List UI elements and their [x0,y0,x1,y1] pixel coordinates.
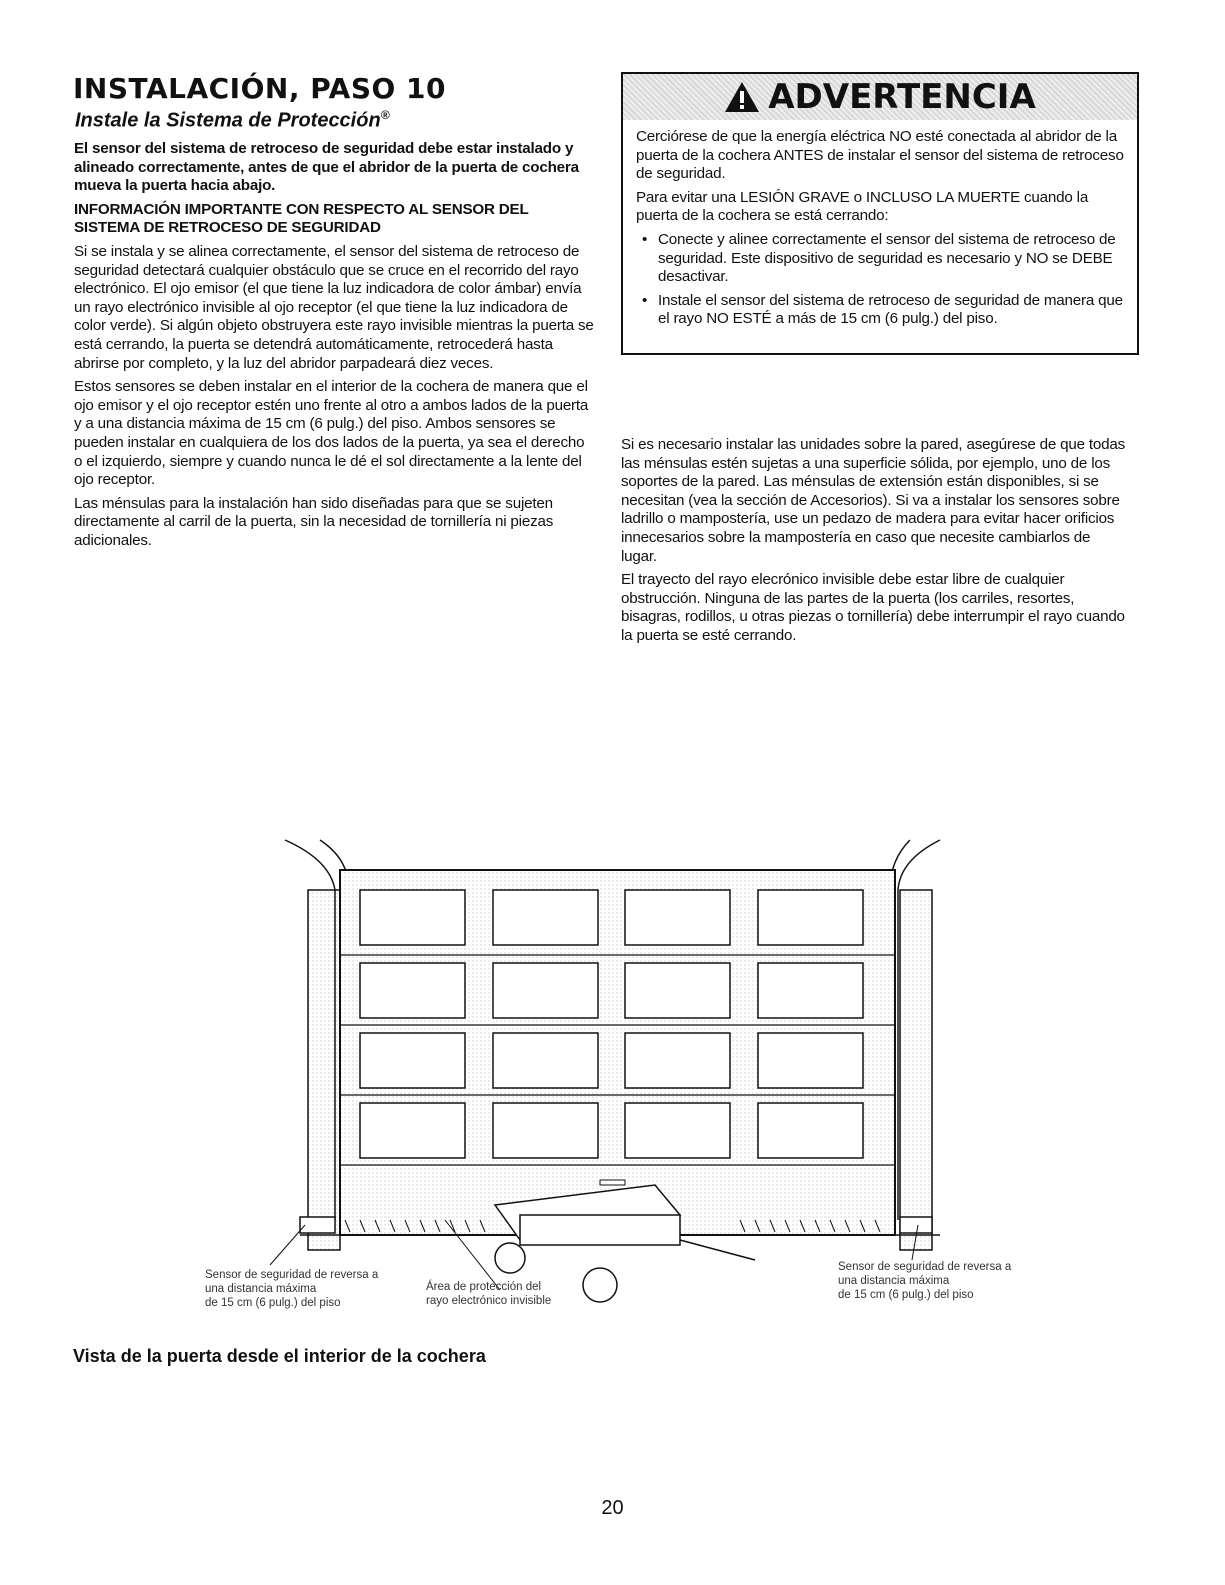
body-paragraph: Si es necesario instalar las unidades sobre la pared, asegúrese de que todas las ménsulas estén sujetas a una superficie sólida, por ejemplo, uno de los soportes de la pared. Las ménsulas de extensión están disponibles, si se necesitan (vea la sección de Accesorios). Si va a instalar los sensores sobre ladrillo o mampostería, use un pedazo de madera para evitar hacer orificios innecesarios sobre la mampostería en caso que necesite cambiarlos de lugar. [621,436,1126,565]
caption-left-sensor [205,1268,378,1310]
registered-mark: ® [380,108,390,122]
warning-lead: Para evitar una LESIÓN GRAVE o INCLUSO LA MUERTE cuando la puerta de la cochera se está cerrando: [636,188,1089,225]
warning-intro: Cerciórese de que la energía eléctrica NO esté conectada al abridor de la puerta de la cochera ANTES de instalar el sensor del sistema de retroceso de seguridad. [636,128,1124,183]
caption-line: Sensor de seguridad de reversa a [838,1261,1012,1273]
body-paragraph: Estos sensores se deben instalar en el interior de la cochera de manera que el ojo emisor y el ojo receptor estén uno frente al otro a ambos lados de la puerta y a una distancia máxima de 15 cm (6 pulg.) del piso. Ambos sensores se pueden instalar en cualquiera de los dos lados de la puerta, ya sea el derecho o el izquierdo, siempre y cuando nunca le dé el sol directamente a la lente del ojo receptor. [74,378,589,489]
right-column [621,436,1126,651]
caption-line: de 15 cm (6 pulg.) del piso [838,1289,974,1301]
warning-list [636,231,1131,329]
left-column [74,140,594,555]
caption-right-sensor [838,1260,1011,1302]
page-title: INSTALACIÓN, PASO 10 [73,72,447,105]
subtitle-text: Instale la Sistema de Protección [75,109,381,132]
warning-triangle-icon [724,81,760,113]
warning-bullet: • Instale el sensor del sistema de retroceso de seguridad de manera que el rayo NO ESTÉ a más de 15 cm (6 pulg.) del piso. [658,292,1131,329]
warning-title-text: ADVERTENCIA [768,77,1036,117]
caption-line: una distancia máxima [838,1275,950,1287]
caption-protection-area [426,1280,551,1308]
warning-title [724,77,1036,117]
warning-bullet: • Conecte y alinee correctamente el sensor del sistema de retroceso de seguridad. Este dispositivo de seguridad es necesario y NO se DEBE desactivar. [658,231,1131,287]
caption-line: una distancia máxima [205,1283,317,1295]
figure-title: Vista de la puerta desde el interior de la cochera [73,1346,486,1366]
section-heading: INFORMACIÓN IMPORTANTE CON RESPECTO AL SENSOR DEL SISTEMA DE RETROCESO DE SEGURIDAD [74,200,529,237]
body-paragraph: El trayecto del rayo elecrónico invisible debe estar libre de cualquier obstrucción. Ninguna de las partes de la puerta (los carriles, resortes, bisagras, rodillos, u otras piezas o tornillería) debe interrumpir el rayo cuando la puerta se esté cerrando. [621,571,1125,644]
caption-line: rayo electrónico invisible [426,1295,552,1307]
body-paragraph: Las ménsulas para la instalación han sido diseñadas para que se sujeten directamente al carril de la puerta, sin la necesidad de tornillería ni piezas adicionales. [74,494,554,549]
lead-paragraph: El sensor del sistema de retroceso de seguridad debe estar instalado y alineado correctamente, antes de que el abridor de la puerta de cochera mueva la puerta hacia abajo. [74,140,579,195]
warning-body [636,128,1131,334]
warning-header [623,74,1137,120]
garage-door-illustration [200,820,1040,1340]
page-number: 20 [601,1497,624,1519]
caption-line: Área de protección del [426,1281,542,1293]
body-paragraph: Si se instala y se alinea correctamente, el sensor del sistema de retroceso de seguridad detectará cualquier obstáculo que se cruce en el recorrido del rayo electrónico. El ojo emisor (el que tiene la luz indicadora de color ámbar) envía un rayo electrónico invisible al ojo receptor (el que tiene la luz indicadora de color verde). Si algún objeto obstruyera este rayo invisible mientras la puerta se está cerrando, la puerta se detendrá automáticamente, retrocederá hasta abrirse por completo, y la luz del abridor parpadeará diez veces. [74,242,594,372]
caption-line: de 15 cm (6 pulg.) del piso [205,1297,341,1309]
caption-line: Sensor de seguridad de reversa a [205,1269,379,1281]
page-subtitle [75,108,390,133]
warning-box [621,72,1139,355]
